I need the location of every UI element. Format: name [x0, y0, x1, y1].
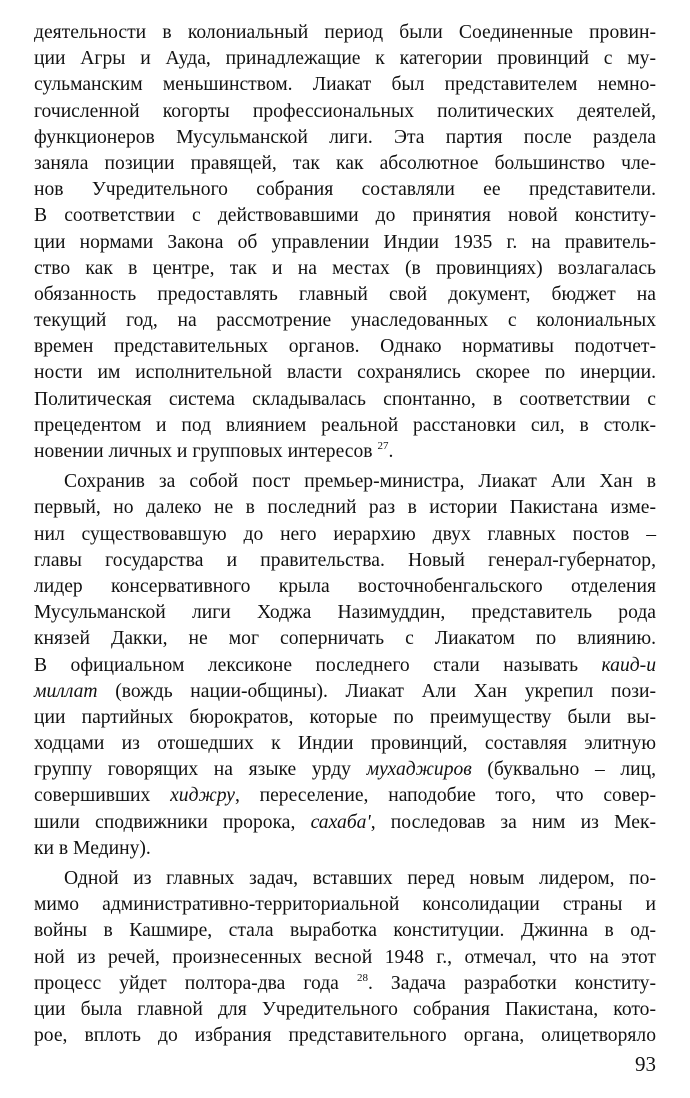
italic-term: каид-и [601, 654, 656, 676]
text-line [34, 971, 656, 997]
paragraph-3 [34, 866, 656, 1049]
text-line: В официальном лексиконе последнего стали называть каид-и [34, 654, 656, 676]
text-line: Мусульманской лиги Ходжа Назимуддин, представитель рода [34, 602, 656, 624]
text-line: прецедентом и под влиянием реальной расстановки сил, в столк- [34, 414, 656, 436]
line-text-tail: . [388, 441, 394, 462]
text-line: ходцами из отошедших к Индии провинций, составляя элитную [34, 733, 656, 755]
text-line: ство как в центре, так и на местах (в провинциях) возлагалась [34, 257, 656, 279]
text-line: князей Дакки, не мог соперничать с Лиакатом по влиянию. [34, 628, 656, 650]
text-line: ции была главной для Учредительного собрания Пакистана, кото- [34, 998, 656, 1020]
paragraph-1 [34, 20, 656, 465]
text-line: Сохранив за собой пост премьер-министра, Лиакат Али Хан в [64, 471, 656, 493]
footnote-ref-27[interactable]: 27 [377, 440, 389, 452]
text-line: рое, вплоть до избрания представительного органа, олицетворяло [34, 1025, 656, 1047]
line-text-tail: . Задача разработки конститу- [367, 972, 656, 994]
text-line: Политическая система складывалась спонтанно, в соответствии с [34, 388, 656, 410]
paragraph-2 [34, 469, 656, 862]
italic-term: сахаба' [310, 811, 371, 833]
text-line: первый, но далеко не в последний раз в истории Пакистана изме- [34, 497, 656, 519]
text-line: ции нормами Закона об управлении Индии 1935 г. на правитель- [34, 231, 656, 253]
text-line: деятельности в колониальный период были Соединенные провин- [34, 22, 656, 43]
text-line: заняла позиции правящей, так как абсолютное большинство чле- [34, 152, 656, 174]
footnote-ref-28[interactable]: 28 [356, 971, 368, 984]
line-text: новении личных и групповых интересов [34, 441, 373, 462]
text-line: ции Агры и Ауда, принадлежащие к категории провинций с му- [34, 48, 656, 70]
text-line: В соответствии с действовавшими до принятия новой конститу- [34, 205, 656, 227]
text-line: обязанность предоставлять главный свой документ, бюджет на [34, 283, 656, 305]
text-line: сульманским меньшинством. Лиакат был представителем немно- [34, 74, 656, 96]
text-line: совершивших хиджру, переселение, наподобие того, что совер- [34, 785, 656, 807]
text-line: текущий год, на рассмотрение унаследованных с колониальных [34, 310, 656, 332]
text-line: ности им исполнительной власти сохранялись скорее по инерции. [34, 362, 656, 384]
text-line: функционеров Мусульманской лиги. Эта партия после раздела [34, 126, 656, 148]
line-text: процесс уйдет полтора-два года [34, 972, 339, 994]
italic-term: мухаджиров [366, 759, 472, 781]
text-line: лидер консервативного крыла восточнобенгальского отделения [34, 575, 656, 597]
text-line: группу говорящих на языке урду мухаджиров (буквально – лиц, [34, 759, 657, 781]
text-line: ной из речей, произнесенных весной 1948 г., отмечал, что на этот [34, 946, 656, 968]
text-line: нил существовавшую до него иерархию двух главных постов – [34, 523, 656, 545]
text-line: нов Учредительного собрания составляли ее представители. [34, 179, 656, 201]
text-line [34, 439, 656, 465]
text-line: мимо административно-территориальной консолидации страны и [34, 894, 656, 916]
page-number: 93 [635, 1052, 656, 1076]
text-line: ции партийных бюрократов, которые по преимуществу были вы- [34, 706, 656, 728]
text-line: шили сподвижники пророка, сахаба', последовав за ним из Мек- [34, 811, 656, 833]
text-line: главы государства и правительства. Новый генерал-губернатор, [34, 549, 656, 571]
text-line: Одной из главных задач, вставших перед новым лидером, по- [64, 868, 656, 889]
text-line: миллат (вождь нации-общины). Лиакат Али Хан укрепил пози- [34, 680, 656, 702]
text-line: гочисленной когорты профессиональных политических деятелей, [34, 100, 656, 122]
body-text [34, 20, 656, 1049]
italic-term: миллат [34, 680, 98, 702]
text-line: времен представительных органов. Однако нормативы подотчет- [34, 336, 656, 358]
italic-term: хиджру [170, 785, 235, 807]
text-line: войны в Кашмире, стала выработка конституции. Джинна в од- [34, 920, 656, 942]
text-line: ки в Медину). [34, 837, 151, 859]
